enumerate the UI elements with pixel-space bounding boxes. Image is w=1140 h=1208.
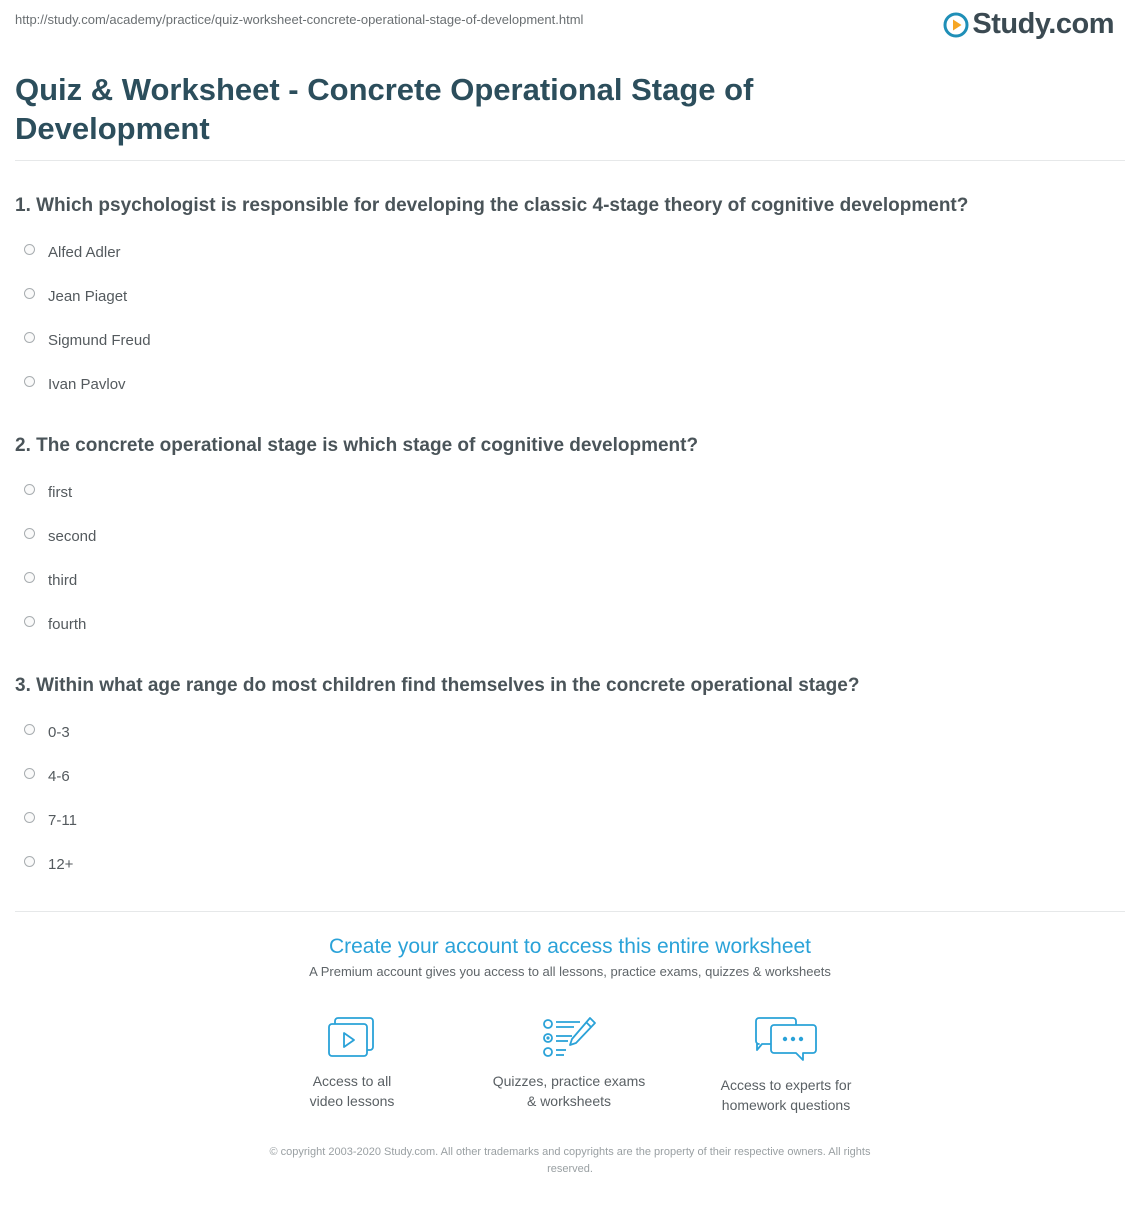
- cta-link[interactable]: Create your account to access this entire worksheet: [328, 935, 812, 958]
- page-title: Quiz & Worksheet - Concrete Operational Stage of Development: [15, 72, 754, 146]
- radio-button[interactable]: [24, 616, 35, 627]
- answer-label: 0-3: [48, 723, 70, 741]
- answer-option[interactable]: [15, 230, 1125, 274]
- question-text: 1. Which psychologist is responsible for developing the classic 4-stage theory of cognitive development?: [15, 195, 969, 216]
- answer-label: 4-6: [48, 767, 70, 785]
- answer-option[interactable]: [15, 274, 1125, 318]
- answer-label: 12+: [48, 855, 74, 873]
- radio-button[interactable]: [24, 376, 35, 387]
- radio-button[interactable]: [24, 724, 35, 735]
- answer-option[interactable]: [15, 362, 1125, 406]
- feature-experts: [686, 1015, 886, 1115]
- question-3: [15, 673, 1125, 886]
- answer-option[interactable]: [15, 602, 1125, 646]
- title-divider: [15, 160, 1125, 161]
- video-lessons-icon: [325, 1015, 379, 1061]
- play-logo-icon: [943, 12, 969, 38]
- feature-label-line2: video lessons: [309, 1093, 395, 1109]
- answer-label: 7-11: [48, 811, 77, 829]
- signup-cta: [0, 932, 1140, 979]
- answer-label: Alfed Adler: [48, 243, 121, 261]
- feature-video-lessons: [252, 1015, 452, 1111]
- radio-button[interactable]: [24, 332, 35, 343]
- radio-button[interactable]: [24, 572, 35, 583]
- answer-label: fourth: [48, 615, 87, 633]
- section-divider: [15, 911, 1125, 912]
- copyright-line1: © copyright 2003-2020 Study.com. All other trademarks and copyrights are the property of their respective owners. All rights: [269, 1146, 871, 1158]
- answer-label: Sigmund Freud: [48, 331, 151, 349]
- answer-option[interactable]: [15, 842, 1125, 886]
- feature-quizzes: [469, 1015, 669, 1111]
- cta-subtitle: A Premium account gives you access to all lessons, practice exams, quizzes & worksheets: [309, 964, 831, 979]
- question-1: [15, 193, 1125, 406]
- copyright-line2: reserved.: [547, 1163, 593, 1175]
- experts-chat-icon: [753, 1015, 819, 1065]
- radio-button[interactable]: [24, 484, 35, 495]
- feature-label-line1: Access to all: [312, 1073, 392, 1089]
- answer-label: Jean Piaget: [48, 287, 128, 305]
- question-text: 3. Within what age range do most children find themselves in the concrete operational stage?: [15, 675, 860, 696]
- logo-text: Study.com: [972, 8, 1114, 40]
- answer-label: Ivan Pavlov: [48, 375, 126, 393]
- answer-label: second: [48, 527, 97, 545]
- feature-label-line2: homework questions: [721, 1097, 851, 1113]
- radio-button[interactable]: [24, 244, 35, 255]
- answer-option[interactable]: [15, 710, 1125, 754]
- study-logo[interactable]: [943, 8, 1114, 41]
- quizzes-icon: [540, 1015, 598, 1061]
- page-url: http://study.com/academy/practice/quiz-worksheet-concrete-operational-stage-of-development.html: [15, 12, 584, 27]
- answer-option[interactable]: [15, 318, 1125, 362]
- copyright: [200, 1144, 940, 1178]
- answer-option[interactable]: [15, 754, 1125, 798]
- radio-button[interactable]: [24, 288, 35, 299]
- feature-label-line1: Quizzes, practice exams: [492, 1073, 646, 1089]
- question-text: 2. The concrete operational stage is which stage of cognitive development?: [15, 435, 699, 456]
- answer-option[interactable]: [15, 470, 1125, 514]
- answer-option[interactable]: [15, 798, 1125, 842]
- question-2: [15, 433, 1125, 646]
- answer-label: first: [48, 483, 73, 501]
- feature-label-line2: & worksheets: [526, 1093, 612, 1109]
- answer-label: third: [48, 571, 78, 589]
- radio-button[interactable]: [24, 812, 35, 823]
- answer-option[interactable]: [15, 514, 1125, 558]
- answer-option[interactable]: [15, 558, 1125, 602]
- feature-label-line1: Access to experts for: [720, 1077, 852, 1093]
- radio-button[interactable]: [24, 856, 35, 867]
- radio-button[interactable]: [24, 528, 35, 539]
- radio-button[interactable]: [24, 768, 35, 779]
